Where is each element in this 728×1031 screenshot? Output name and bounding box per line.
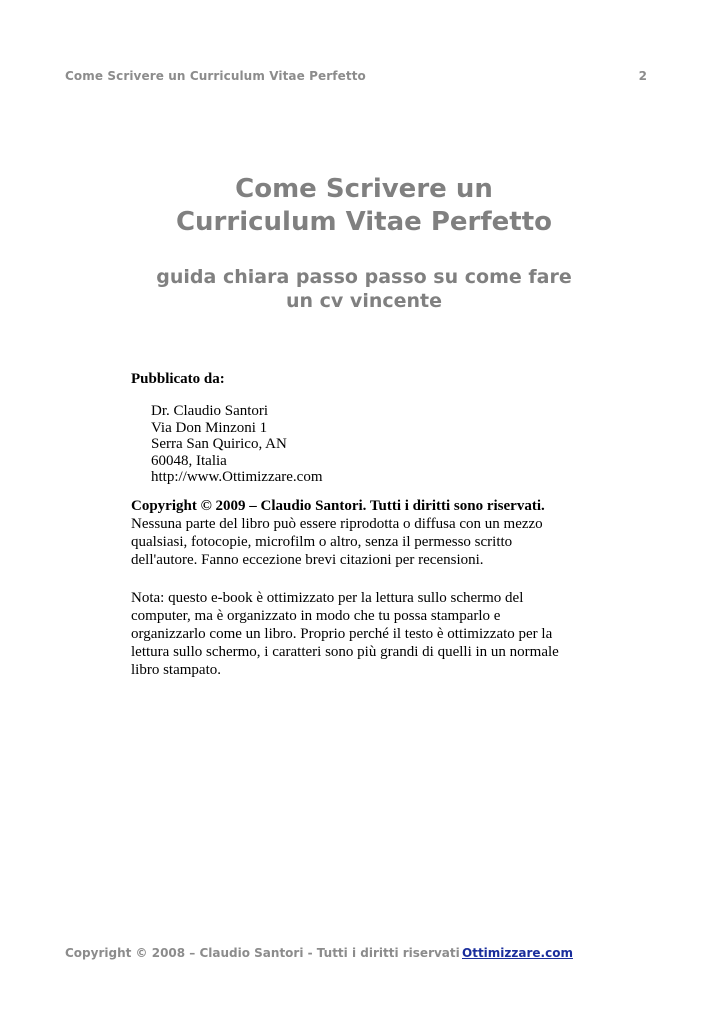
address-line: 60048, Italia [151,452,227,469]
copyright-heading: Copyright © 2009 – Claudio Santori. Tutti i diritti sono riservati. [131,498,545,514]
document-subtitle [0,265,728,313]
footer-website-link[interactable]: Ottimizzare.com [462,946,573,960]
document-subtitle-line: un cv vincente [286,290,442,312]
copyright-line: Nessuna parte del libro può essere riprodotta o diffusa con un mezzo [131,516,543,532]
publisher-label: Pubblicato da: [131,371,225,387]
copyright-notice [131,497,601,569]
note-line: organizzarlo come un libro. Proprio perché il testo è ottimizzato per la [131,626,553,642]
document-subtitle-line: guida chiara passo passo su come fare [156,266,572,288]
publisher-address [151,403,322,486]
document-title-line: Come Scrivere un [235,174,493,204]
address-line: Via Don Minzoni 1 [151,419,268,436]
document-title [0,173,728,239]
note-line: libro stampato. [131,662,221,678]
address-line: Serra San Quirico, AN [151,436,287,452]
header-title: Come Scrivere un Curriculum Vitae Perfetto [65,69,366,83]
document-title-line: Curriculum Vitae Perfetto [175,207,553,237]
publisher-url: http://www.Ottimizzare.com [151,469,323,485]
reading-note [131,589,601,679]
copyright-line: qualsiasi, fotocopie, microfilm o altro, senza il permesso scritto [131,534,513,550]
address-line: Dr. Claudio Santori [151,403,269,419]
footer-copyright: Copyright © 2008 – Claudio Santori - Tutti i diritti riservati [65,946,460,960]
page-number: 2 [638,69,647,83]
copyright-line: dell'autore. Fanno eccezione brevi citazioni per recensioni. [131,552,484,568]
note-line: Nota: questo e-book è ottimizzato per la lettura sullo schermo del [131,590,524,606]
note-line: lettura sullo schermo, i caratteri sono più grandi di quelli in un normale [131,644,559,660]
note-line: computer, ma è organizzato in modo che tu possa stamparlo e [131,608,501,624]
